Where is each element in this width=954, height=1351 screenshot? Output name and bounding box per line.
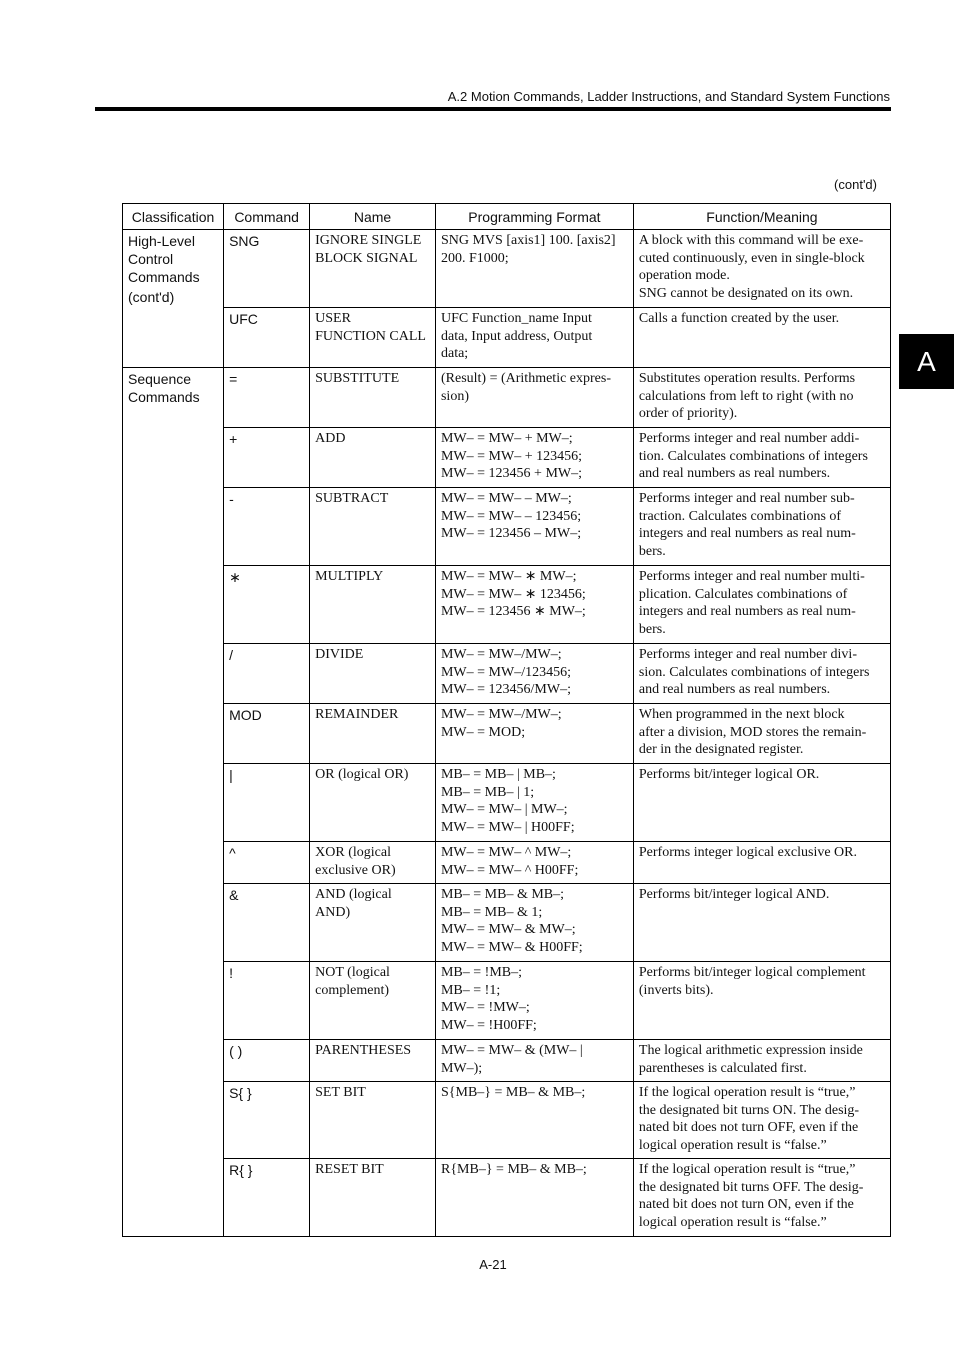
header-programming-format: Programming Format xyxy=(435,204,633,230)
name-cell: SUBTRACT xyxy=(310,488,436,566)
name-cell: ADD xyxy=(310,428,436,488)
name-cell: OR (logical OR) xyxy=(310,764,436,842)
page-number: A-21 xyxy=(479,1257,507,1272)
table-row xyxy=(123,368,891,428)
table-row xyxy=(123,488,891,566)
function-cell: Performs bit/integer logical AND. xyxy=(633,884,890,962)
contd-label: (cont'd) xyxy=(834,177,877,192)
header-rule xyxy=(95,107,891,111)
command-cell: ( ) xyxy=(224,1040,310,1082)
name-cell: SUBSTITUTE xyxy=(310,368,436,428)
command-cell: / xyxy=(224,644,310,704)
command-cell: = xyxy=(224,368,310,428)
command-cell: S{ } xyxy=(224,1082,310,1159)
command-cell: SNG xyxy=(224,230,310,308)
table-row xyxy=(123,1082,891,1159)
function-cell: Performs integer and real number sub- traction. Calculates combinations of integers and real numbers as real num- bers. xyxy=(633,488,890,566)
format-cell: UFC Function_name Input data, Input address, Output data; xyxy=(435,308,633,368)
function-cell: Performs integer logical exclusive OR. xyxy=(633,842,890,884)
table-row xyxy=(123,704,891,764)
name-cell: NOT (logical complement) xyxy=(310,962,436,1040)
name-cell: XOR (logical exclusive OR) xyxy=(310,842,436,884)
table-row xyxy=(123,230,891,308)
name-cell: REMAINDER xyxy=(310,704,436,764)
command-cell: & xyxy=(224,884,310,962)
commands-table xyxy=(122,203,891,1237)
function-cell: If the logical operation result is “true,” the designated bit turns OFF. The desig- nated bit does not turn ON, even if the logical operation result is “false.” xyxy=(633,1159,890,1237)
format-cell: S{MB–} = MB– & MB–; xyxy=(435,1082,633,1159)
command-cell: R{ } xyxy=(224,1159,310,1237)
function-cell: Substitutes operation results. Performs calculations from left to right (with no order of priority). xyxy=(633,368,890,428)
name-cell: MULTIPLY xyxy=(310,566,436,644)
format-cell: MW– = MW– – MW–; MW– = MW– – 123456; MW– = 123456 – MW–; xyxy=(435,488,633,566)
function-cell: A block with this command will be exe- cuted continuously, even in single-block operation mode. SNG cannot be designated on its own. xyxy=(633,230,890,308)
running-header: A.2 Motion Commands, Ladder Instructions, and Standard System Functions xyxy=(447,89,890,104)
table-row xyxy=(123,842,891,884)
classification-cell xyxy=(123,230,224,368)
function-cell: Performs bit/integer logical OR. xyxy=(633,764,890,842)
classification-label: High-Level Control Commands xyxy=(128,233,200,285)
function-cell: If the logical operation result is “true,” the designated bit turns ON. The desig- nated bit does not turn OFF, even if the logical operation result is “false.” xyxy=(633,1082,890,1159)
table-row xyxy=(123,764,891,842)
function-cell: Calls a function created by the user. xyxy=(633,308,890,368)
format-cell: MB– = MB– | MB–; MB– = MB– | 1; MW– = MW– | MW–; MW– = MW– | H00FF; xyxy=(435,764,633,842)
name-cell: USER FUNCTION CALL xyxy=(310,308,436,368)
function-cell: Performs integer and real number divi- sion. Calculates combinations of integers and real numbers as real numbers. xyxy=(633,644,890,704)
table-row xyxy=(123,566,891,644)
classification-label: Sequence Commands xyxy=(128,371,200,405)
function-cell: The logical arithmetic expression inside parentheses is calculated first. xyxy=(633,1040,890,1082)
command-cell: ∗ xyxy=(224,566,310,644)
table-row xyxy=(123,1159,891,1237)
command-cell: | xyxy=(224,764,310,842)
name-cell: RESET BIT xyxy=(310,1159,436,1237)
command-cell: ! xyxy=(224,962,310,1040)
command-cell: UFC xyxy=(224,308,310,368)
format-cell: MW– = MW– + MW–; MW– = MW– + 123456; MW– = 123456 + MW–; xyxy=(435,428,633,488)
function-cell: Performs bit/integer logical complement (inverts bits). xyxy=(633,962,890,1040)
function-cell: When programmed in the next block after a division, MOD stores the remain- der in the designated register. xyxy=(633,704,890,764)
format-cell: MB– = MB– & MB–; MB– = MB– & 1; MW– = MW– & MW–; MW– = MW– & H00FF; xyxy=(435,884,633,962)
table-row xyxy=(123,428,891,488)
name-cell: PARENTHESES xyxy=(310,1040,436,1082)
name-cell: SET BIT xyxy=(310,1082,436,1159)
command-cell: + xyxy=(224,428,310,488)
function-cell: Performs integer and real number multi- plication. Calculates combinations of integers and real numbers as real num- bers. xyxy=(633,566,890,644)
format-cell: MW– = MW–/MW–; MW– = MOD; xyxy=(435,704,633,764)
name-cell: IGNORE SINGLE BLOCK SIGNAL xyxy=(310,230,436,308)
header-command: Command xyxy=(224,204,310,230)
table-row xyxy=(123,962,891,1040)
table-row xyxy=(123,308,891,368)
function-cell: Performs integer and real number addi- tion. Calculates combinations of integers and real numbers as real numbers. xyxy=(633,428,890,488)
format-cell: SNG MVS [axis1] 100. [axis2] 200. F1000; xyxy=(435,230,633,308)
format-cell: MB– = !MB–; MB– = !1; MW– = !MW–; MW– = !H00FF; xyxy=(435,962,633,1040)
table-row xyxy=(123,644,891,704)
appendix-side-tab: A xyxy=(899,334,954,389)
format-cell: MW– = MW– ^ MW–; MW– = MW– ^ H00FF; xyxy=(435,842,633,884)
header-name: Name xyxy=(310,204,436,230)
command-cell: - xyxy=(224,488,310,566)
command-cell: MOD xyxy=(224,704,310,764)
table-header-row xyxy=(123,204,891,230)
format-cell: MW– = MW– ∗ MW–; MW– = MW– ∗ 123456; MW– = 123456 ∗ MW–; xyxy=(435,566,633,644)
table-row xyxy=(123,884,891,962)
header-classification: Classification xyxy=(123,204,224,230)
table-row xyxy=(123,1040,891,1082)
name-cell: DIVIDE xyxy=(310,644,436,704)
header-function-meaning: Function/Meaning xyxy=(633,204,890,230)
classification-contd: (cont'd) xyxy=(128,289,175,305)
format-cell: MW– = MW– & (MW– | MW–); xyxy=(435,1040,633,1082)
classification-cell xyxy=(123,368,224,1237)
format-cell: R{MB–} = MB– & MB–; xyxy=(435,1159,633,1237)
command-cell: ^ xyxy=(224,842,310,884)
name-cell: AND (logical AND) xyxy=(310,884,436,962)
format-cell: MW– = MW–/MW–; MW– = MW–/123456; MW– = 123456/MW–; xyxy=(435,644,633,704)
format-cell: (Result) = (Arithmetic expres- sion) xyxy=(435,368,633,428)
